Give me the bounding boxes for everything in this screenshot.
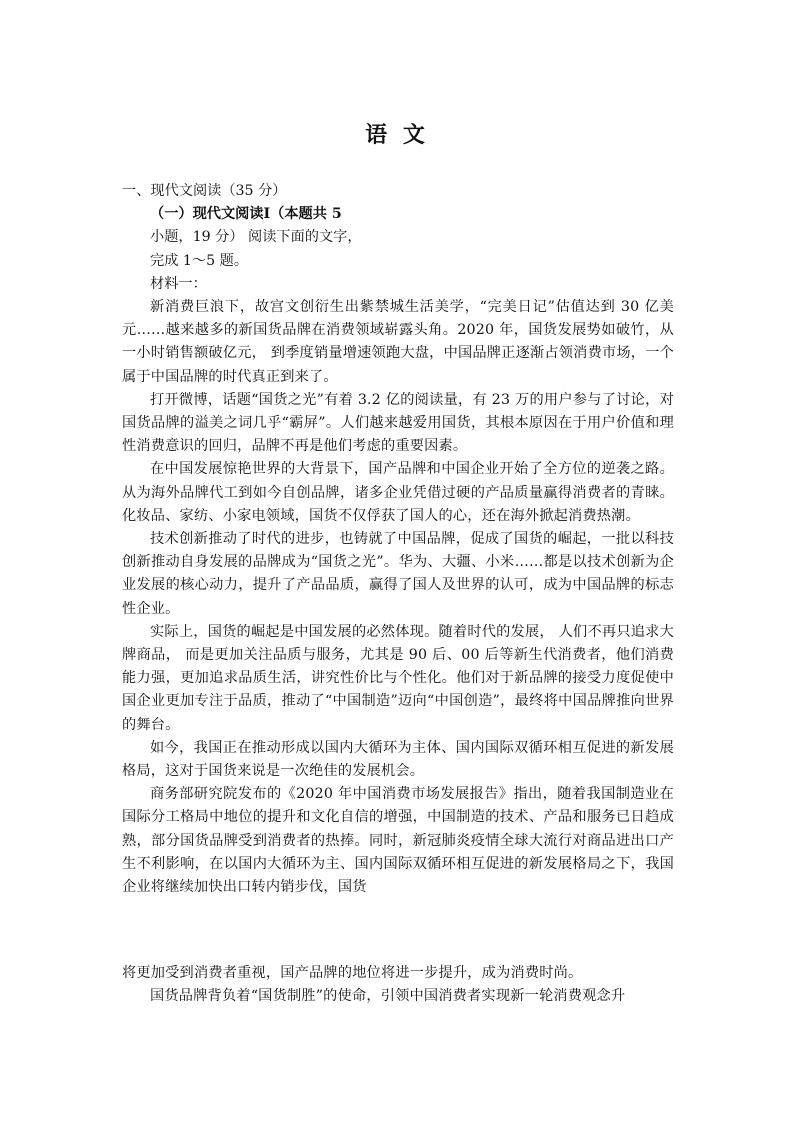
paragraph: 实际上，国货的崛起是中国发展的必然体现。随着时代的发展， 人们不再只追求大牌商品， 而是更加关注品质与服务，尤其是 90 后、00 后等新生代消费者，他们消费能力强，更加追求品质生活，讲究性价比与个性化。他们对于新品牌的接受力度促使中国企业更加专注于品质，推动了“中国制造”迈向“中国创造”，最终将中国品牌推向世界的舞台。 (122, 623, 674, 733)
subsection-line-2: 小题，19 分） 阅读下面的文字， (150, 229, 362, 246)
paragraph: 在中国发展惊艳世界的大背景下，国产品牌和中国企业开始了全方位的逆袭之路。从为海外品牌代工到如今自创品牌，诸多企业凭借过硬的产品质量赢得消费者的青睐。化妆品、家纺、小家电领域，国货不仅俘获了国人的心，还在海外掀起消费热潮。 (122, 461, 674, 524)
paragraph: 技术创新推动了时代的进步，也铸就了中国品牌，促成了国货的崛起，一批以科技创新推动自身发展的品牌成为“国货之光”。华为、大疆、小米……都是以技术创新为企业发展的核心动力，提升了产品品质，赢得了国人及世界的认可，成为中国品牌的标志性企业。 (122, 531, 674, 617)
material-label: 材料一： (150, 275, 207, 292)
body-text (122, 296, 674, 899)
body-text-continued (122, 962, 674, 1008)
heading-block (122, 180, 674, 296)
paragraph: 如今，我国正在推动形成以国内大循环为主体、国内国际双循环相互促进的新发展格局，这对于国货来说是一次绝佳的发展机会。 (122, 739, 674, 780)
paragraph-continued: 将更加受到消费者重视，国产品牌的地位将进一步提升，成为消费时尚。 (122, 965, 583, 981)
paragraph: 国货品牌背负着“国货制胜”的使命，引领中国消费者实现新一轮消费观念升 (150, 988, 626, 1005)
paragraph: 打开微博，话题“国货之光”有着 3.2 亿的阅读量，有 23 万的用户参与了讨论，对国货品牌的溢美之词几乎“霸屏”。人们越来越爱用国货，其根本原因在于用户价值和理性消费意识的回归，品牌不再是他们考虑的重要因素。 (122, 391, 674, 455)
paragraph: 新消费巨浪下，故宫文创衍生出紫禁城生活美学，“完美日记”估值达到 30 亿美元……越来越多的新国货品牌在消费领域崭露头角。2020 年，国货发展势如破竹，从一小时销售额破亿元， 到季度销量增速领跑大盘，中国品牌正逐渐占领消费市场，一个属于中国品牌的时代真正到来了。 (122, 299, 674, 385)
page-title: 语 文 (365, 122, 429, 148)
subsection-heading: （一）现代文阅读Ⅰ（本题共 5 (150, 206, 342, 223)
subsection-line-3: 完成 1～5 题。 (150, 252, 249, 269)
section-heading: 一、现代文阅读（35 分） (122, 183, 287, 199)
paragraph: 商务部研究院发布的《2020 年中国消费市场发展报告》指出，随着我国制造业在国际分工格局中地位的提升和文化自信的增强，中国制造的技术、产品和服务已日趋成熟，部分国货品牌受到消费者的热捧。同时，新冠肺炎疫情全球大流行对商品进出口产生不利影响，在以国内大循环为主、国内国际双循环相互促进的新发展格局之下，我国企业将继续加快出口转内销步伐，国货 (122, 786, 674, 896)
